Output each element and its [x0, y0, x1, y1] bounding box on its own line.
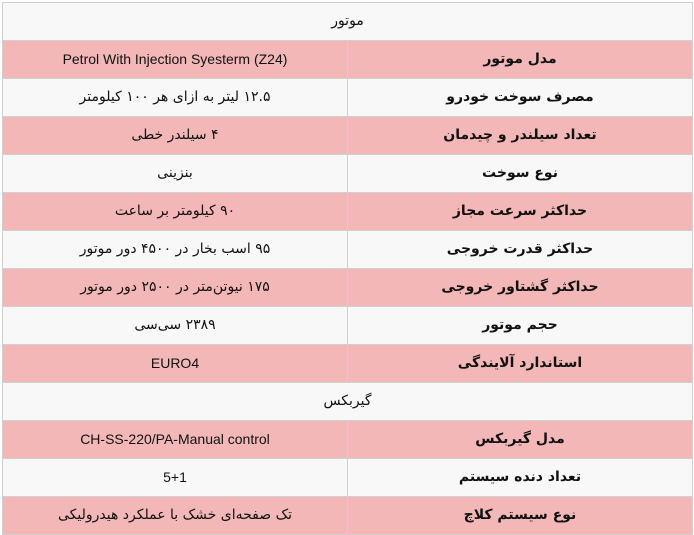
spec-label: استاندارد آلایندگی: [348, 345, 693, 383]
spec-label: حداکثر سرعت مجاز: [348, 193, 693, 231]
spec-label: حداکثر گشتاور خروجی: [348, 269, 693, 307]
spec-value: ۲۳۸۹ سی‌سی: [3, 307, 348, 345]
spec-value: EURO4: [3, 345, 348, 383]
section-header-engine: [3, 3, 693, 41]
table-row: [3, 421, 693, 459]
spec-label: تعداد سیلندر و چیدمان: [348, 117, 693, 155]
table-row: [3, 41, 693, 79]
section-title: موتور: [3, 3, 693, 41]
spec-label: مصرف سوخت خودرو: [348, 79, 693, 117]
spec-value: ۹۵ اسب بخار در ۴۵۰۰ دور موتور: [3, 231, 348, 269]
spec-value: ۱۲.۵ لیتر به ازای هر ۱۰۰ کیلومتر: [3, 79, 348, 117]
spec-value: 5+1: [3, 459, 348, 497]
spec-value: ۹۰ کیلومتر بر ساعت: [3, 193, 348, 231]
table-row: [3, 231, 693, 269]
table-row: [3, 155, 693, 193]
spec-label: نوع سوخت: [348, 155, 693, 193]
table-row: [3, 79, 693, 117]
table-row: [3, 269, 693, 307]
table-row: [3, 345, 693, 383]
spec-table: [2, 2, 693, 535]
spec-label: تعداد دنده سیستم: [348, 459, 693, 497]
spec-label: مدل گیربکس: [348, 421, 693, 459]
spec-value: ۱۷۵ نیوتن‌متر در ۲۵۰۰ دور موتور: [3, 269, 348, 307]
table-row: [3, 117, 693, 155]
table-row: [3, 193, 693, 231]
table-row: [3, 307, 693, 345]
spec-value: تک صفحه‌ای خشک با عملکرد هیدرولیکی: [3, 497, 348, 535]
spec-value: ۴ سیلندر خطی: [3, 117, 348, 155]
spec-label: حداکثر قدرت خروجی: [348, 231, 693, 269]
section-header-gearbox: [3, 383, 693, 421]
spec-value: Petrol With Injection Syesterm (Z24): [3, 41, 348, 79]
spec-label: نوع سیستم کلاچ: [348, 497, 693, 535]
table-row: [3, 497, 693, 535]
table-row: [3, 459, 693, 497]
section-title: گیربکس: [3, 383, 693, 421]
spec-value: CH-SS-220/PA-Manual control: [3, 421, 348, 459]
spec-value: بنزینی: [3, 155, 348, 193]
spec-label: مدل موتور: [348, 41, 693, 79]
spec-label: حجم موتور: [348, 307, 693, 345]
